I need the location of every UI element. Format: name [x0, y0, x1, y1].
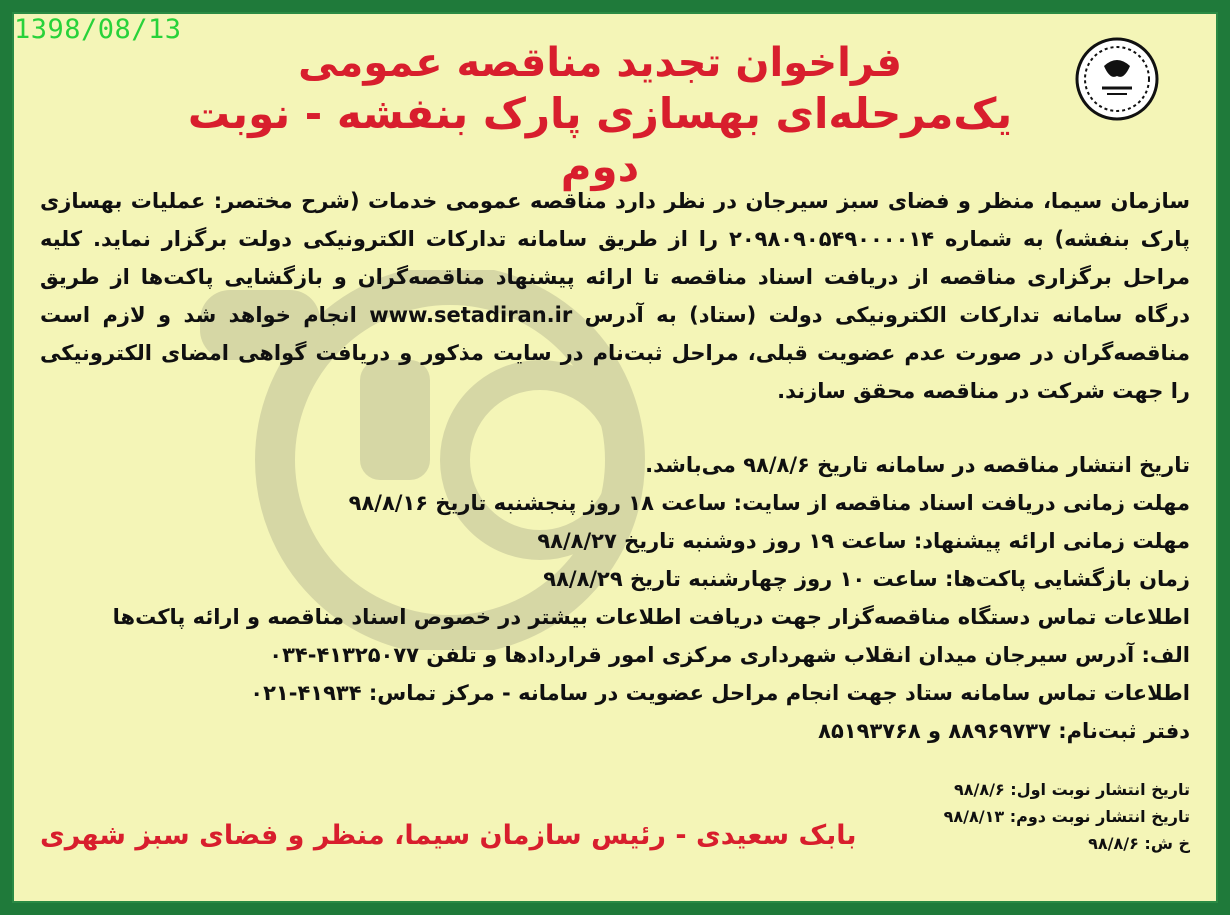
detail-line: زمان بازگشایی پاکت‌ها: ساعت ۱۰ روز چهارشنبه تاریخ ۹۸/۸/۲۹ [543, 567, 1190, 591]
title-line-2: یک‌مرحله‌ای بهسازی پارک بنفشه - نوبت دوم [187, 89, 1013, 191]
details-list [40, 446, 1190, 750]
title-line-1: فراخوان تجدید مناقصه عمومی [298, 40, 902, 86]
publication-date-line: تاریخ انتشار نوبت اول: ۹۸/۸/۶ [953, 780, 1190, 799]
ad-title [150, 38, 1050, 193]
publication-dates [840, 776, 1190, 857]
publication-date-line: تاریخ انتشار نوبت دوم: ۹۸/۸/۱۳ [943, 807, 1190, 826]
detail-line: اطلاعات تماس دستگاه مناقصه‌گزار جهت دریافت اطلاعات بیشتر در خصوص اسناد مناقصه و ارائه پاکت‌ها [112, 605, 1190, 629]
detail-line: اطلاعات تماس سامانه ستاد جهت انجام مراحل عضویت در سامانه - مرکز تماس: ۴۱۹۳۴-۰۲۱ [250, 681, 1190, 705]
detail-line: تاریخ انتشار مناقصه در سامانه تاریخ ۹۸/۸/۶ می‌باشد. [645, 453, 1190, 477]
signature: بابک سعیدی - رئیس سازمان سیما، منظر و فضای سبز شهری [40, 820, 857, 851]
detail-line: الف: آدرس سیرجان میدان انقلاب شهرداری مرکزی امور قراردادها و تلفن ۴۱۳۲۵۰۷۷-۰۳۴ [269, 643, 1190, 667]
detail-line: مهلت زمانی ارائه پیشنهاد: ساعت ۱۹ روز دوشنبه تاریخ ۹۸/۸/۲۷ [537, 529, 1190, 553]
publication-date-line: خ ش: ۹۸/۸/۶ [1088, 834, 1190, 853]
body-paragraph: سازمان سیما، منظر و فضای سبز سیرجان در نظر دارد مناقصه عمومی خدمات (شرح مختصر: عملیات بهسازی پارک بنفشه) به شماره ۲۰۹۸۰۹۰۵۴۹۰۰۰۰۱۴ را از طریق سامانه تدارکات الکترونیکی دولت برگزار نماید. کلیه مراحل برگزاری مناقصه از دریافت اسناد مناقصه تا ارائه پیشنهاد مناقصه‌گران و بازگشایی پاکت‌ها از طریق درگاه سامانه تدارکات الکترونیکی دولت (ستاد) به آدرس www.setadiran.ir انجام خواهد شد و لازم است مناقصه‌گران در صورت عدم عضویت قبلی، مراحل ثبت‌نام در سایت مذکور و دریافت گواهی امضای الکترونیکی را جهت شرکت در مناقصه محقق سازند. [40, 189, 1191, 403]
detail-line: مهلت زمانی دریافت اسناد مناقصه از سایت: ساعت ۱۸ روز پنجشنبه تاریخ ۹۸/۸/۱۶ [348, 491, 1190, 515]
date-stamp: 1398/08/13 [14, 14, 182, 45]
detail-line: دفتر ثبت‌نام: ۸۸۹۶۹۷۳۷ و ۸۵۱۹۳۷۶۸ [818, 719, 1190, 743]
municipality-logo-icon [1074, 36, 1160, 122]
